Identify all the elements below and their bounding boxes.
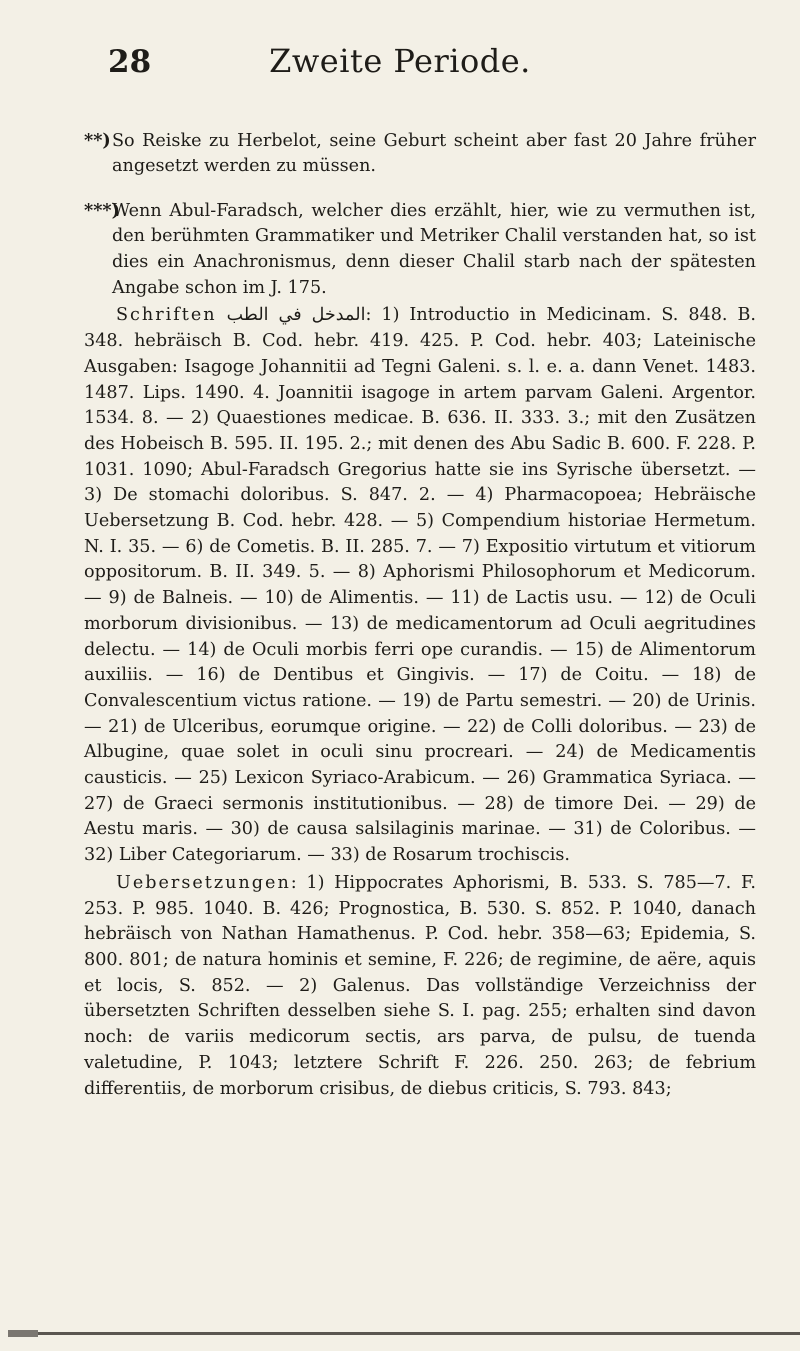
uebersetzungen-text: : 1) Hippocrates Aphorismi, B. 533. S. 785—7. F. 253. P. 985. 1040. B. 426; Prognostica, B. 530. S. 852. P. 1040, danach hebräisch von Nathan Hamathenus. P. Cod. hebr. 358—63; Epidemia, S. 800. 801; de natura hominis et semine, F. 226; de regimine, de aëre, aquis et locis, S. 852. — 2) Galenus. Das vollständige Verzeichniss der übersetzten Schriften desselben siehe S. I. pag. 255; erhalten sind davon noch: de variis medicorum sectis, ars parva, de pulsu, de tuenda valetudine, P. 1043; letztere Schrift F. 226. 250. 263; de febrium differentiis, de morborum crisibus, de diebus criticis, S. 793. 843;	[84, 872, 756, 1099]
scan-edge-mark	[8, 1330, 38, 1337]
footnote-mark: **)	[84, 129, 111, 151]
bottom-rule	[20, 1332, 800, 1335]
footnote-text: So Reiske zu Herbelot, seine Geburt scheint aber fast 20 Jahre früher angesetzt werden zu müssen.	[112, 130, 756, 177]
footnote-double-star	[84, 128, 756, 180]
page-number: 28	[108, 44, 152, 80]
footnote-text: Wenn Abul-Faradsch, welcher dies erzählt, hier, wie zu vermuthen ist, den berühmten Grammatiker und Metriker Chalil verstanden hat, so ist dies ein Anachronismus, denn dieser Chalil starb nach der spätesten Angabe schon im J. 175.	[112, 200, 756, 298]
page-body	[84, 110, 756, 1102]
running-head: Zweite Periode.	[269, 42, 531, 80]
schriften-section	[84, 303, 756, 868]
footnote-mark: ***)	[84, 199, 120, 221]
arabic-title: المدخل في الطب	[226, 305, 366, 326]
schriften-text: : 1) Introductio in Medicinam. S. 848. B. 348. hebräisch B. Cod. hebr. 419. 425. P. Cod. hebr. 403; Lateinische Ausgaben: Isagoge Johannitii ad Tegni Galeni. s. l. e. a. dann Venet. 1483. 1487. Lips. 1490. 4. Joannitii isagoge in artem parvam Galeni. Argentor. 1534. 8. — 2) Quaestiones medicae. B. 636. II. 333. 3.; mit den Zusätzen des Hobeisch B. 595. II. 195. 2.; mit denen des Abu Sadic B. 600. F. 228. P. 1031. 1090; Abul-Faradsch Gregorius hatte sie ins Syrische übersetzt. — 3) De stomachi doloribus. S. 847. 2. — 4) Pharmacopoea; Hebräische Uebersetzung B. Cod. hebr. 428. — 5) Compendium historiae Hermetum. N. I. 35. — 6) de Cometis. B. II. 285. 7. — 7) Expositio virtutum et vitiorum oppositorum. B. II. 349. 5. — 8) Aphorismi Philosophorum et Medicorum. — 9) de Balneis. — 10) de Alimentis. — 11) de Lactis usu. — 12) de Oculi morborum divisionibus. — 13) de medicamentorum ad Oculi aegritudines delectu. — 14) de Oculi morbis ferri ope curandis. — 15) de Alimentorum auxiliis. — 16) de Dentibus et Gingivis. — 17) de Coitu. — 18) de Convalescentium victus ratione. — 19) de Partu semestri. — 20) de Urinis. — 21) de Ulceribus, eorumque origine. — 22) de Colli doloribus. — 23) de Albugine, quae solet in oculi sinu procreari. — 24) de Medicamentis causticis. — 25) Lexicon Syriaco-Arabicum. — 26) Grammatica Syriaca. — 27) de Graeci sermonis institutionibus. — 28) de timore Dei. — 29) de Aestu maris. — 30) de causa salsilaginis marinae. — 31) de Coloribus. — 32) Liber Categoriarum. — 33) de Rosarum trochiscis.	[84, 305, 757, 866]
uebersetzungen-heading: Uebersetzungen	[116, 872, 291, 893]
uebersetzungen-section	[84, 871, 756, 1102]
schriften-heading: Schriften	[116, 305, 217, 326]
footnote-triple-star	[84, 198, 756, 302]
